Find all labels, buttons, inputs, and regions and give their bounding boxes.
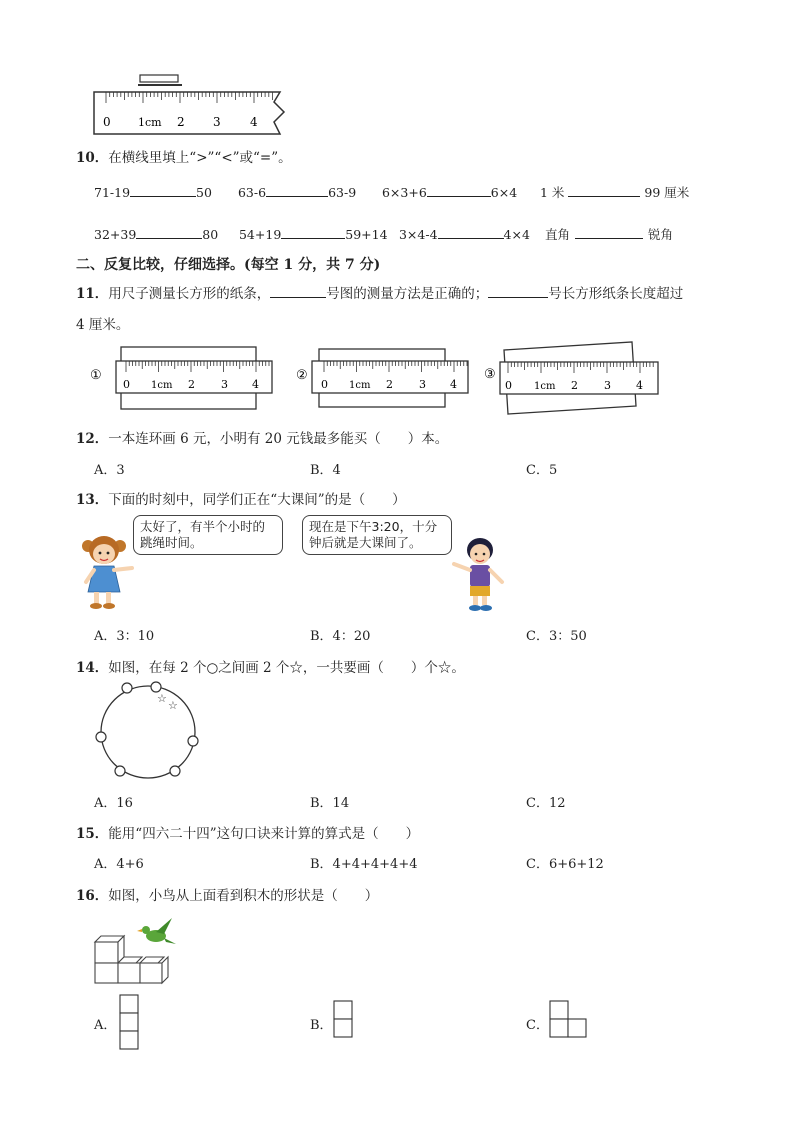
expr-left: 直角: [544, 227, 570, 242]
star-icon: ☆: [168, 699, 178, 712]
answer-blank[interactable]: [281, 224, 345, 239]
option-b[interactable]: B．4+4+4+4+4: [310, 857, 418, 872]
question-11: [76, 282, 683, 302]
option-c[interactable]: C．5: [526, 463, 558, 478]
question-14: [76, 656, 465, 676]
option-b[interactable]: B．14: [310, 796, 350, 811]
answer-blank[interactable]: [130, 182, 196, 197]
expr-left: 71-19: [94, 185, 131, 200]
ruler-label: 1cm: [138, 116, 162, 129]
expr-left: 6×3+6: [381, 185, 427, 200]
bubble-text: 现在是下午3:20，十分: [309, 519, 438, 534]
expr-right: 50: [196, 185, 212, 200]
top-ruler-figure: [90, 72, 290, 138]
expr-right: 6×4: [490, 185, 518, 200]
ruler-label: 3: [604, 379, 611, 392]
ruler-figure-2: [294, 344, 484, 412]
ruler-label: 1cm: [534, 381, 556, 392]
answer-blank[interactable]: [266, 182, 328, 197]
question-13: [76, 488, 406, 508]
speech-bubble-right: [302, 515, 452, 555]
option-c[interactable]: C．12: [526, 796, 566, 811]
question-text: 号图的测量方法是正确的；: [326, 286, 489, 302]
section-title: 二、反复比较，仔细选择。(每空 1 分，共 7 分): [76, 257, 381, 273]
ruler-label: 4: [252, 378, 259, 391]
question-10: [76, 146, 292, 166]
expr-right: 80: [202, 227, 219, 242]
question-text: 4 厘米。: [76, 317, 130, 333]
ruler-label: 4: [450, 378, 457, 391]
bubble-text: 钟后就是大课间了。: [309, 535, 422, 550]
figure-label: ①: [90, 368, 102, 383]
expr-right: 锐角: [647, 227, 673, 242]
question-text: 如图，在每 2 个○之间画 2 个☆，一共要画（ ）个☆。: [108, 660, 465, 676]
option-c[interactable]: C．6+6+12: [526, 857, 604, 872]
answer-blank[interactable]: [270, 283, 326, 298]
figure-label: ③: [484, 367, 496, 382]
question-text: 能用“四六二十四”这句口诀来计算的算式是（ ）: [108, 826, 420, 842]
question-number: 16．: [76, 888, 109, 904]
ruler-label: 0: [321, 378, 328, 391]
ruler-label: 2: [177, 115, 185, 129]
bird-icon: [137, 918, 176, 944]
question-text: 号长方形纸条长度超过: [548, 286, 684, 302]
question-number: 11．: [76, 286, 109, 302]
expr-right: 99 厘米: [644, 185, 690, 200]
expr-left: 63-6: [237, 185, 267, 200]
expr-left: 54+19: [238, 227, 282, 242]
small-circle: [96, 732, 106, 742]
answer-blank[interactable]: [575, 224, 643, 239]
boy-illustration: [446, 532, 510, 614]
option-a[interactable]: A．: [94, 1018, 117, 1033]
ruler-figure-1: [88, 344, 278, 412]
ruler-label: 3: [419, 378, 426, 391]
expr-right: 4×4: [503, 227, 530, 242]
ruler-label: 0: [505, 379, 512, 392]
q10-row-1: [94, 182, 689, 201]
answer-blank[interactable]: [568, 182, 640, 197]
option-a[interactable]: A．3: [94, 463, 125, 478]
expr-right: 59+14: [345, 227, 388, 242]
ruler-label: 2: [571, 379, 578, 392]
small-circle: [151, 682, 161, 692]
question-text: 一本连环画 6 元，小明有 20 元钱最多能买（ ）本。: [108, 431, 449, 447]
circle-ring-figure: [94, 680, 204, 784]
question-text: 在横线里填上“>”“<”或“=”。: [108, 150, 292, 166]
ruler-label: 2: [188, 378, 195, 391]
bubble-text: 跳绳时间。: [140, 535, 203, 550]
bubble-text: 太好了，有半个小时的: [140, 519, 266, 534]
option-b-shape[interactable]: [332, 1000, 354, 1040]
question-12: [76, 427, 448, 447]
answer-blank[interactable]: [488, 283, 548, 298]
expr-left: 3×4-4: [398, 227, 438, 242]
answer-blank[interactable]: [136, 224, 202, 239]
option-b[interactable]: B．4：20: [310, 629, 371, 644]
question-number: 14．: [76, 660, 109, 676]
question-number: 10．: [76, 150, 109, 166]
option-a-shape[interactable]: [118, 994, 140, 1050]
option-c[interactable]: C．3：50: [526, 629, 587, 644]
option-a[interactable]: A．3：10: [94, 629, 155, 644]
expr-left: 32+39: [94, 227, 137, 242]
ruler-label: 3: [213, 115, 221, 129]
ruler-label: 4: [636, 379, 643, 392]
option-a[interactable]: A．16: [94, 796, 133, 811]
question-text: 如图，小鸟从上面看到积木的形状是（ ）: [108, 888, 379, 904]
small-circle: [115, 766, 125, 776]
ruler-label: 3: [221, 378, 228, 391]
ruler-label: 0: [123, 378, 130, 391]
ruler-label: 2: [386, 378, 393, 391]
answer-blank[interactable]: [438, 224, 504, 239]
figure-label: ②: [296, 368, 308, 383]
small-circle: [188, 736, 198, 746]
option-b[interactable]: B．: [310, 1018, 333, 1033]
speech-bubble-left: [133, 515, 283, 555]
answer-blank[interactable]: [427, 182, 491, 197]
q10-row-2: [94, 224, 673, 243]
ruler-figure-3: [482, 338, 666, 416]
ruler-label: 1cm: [151, 380, 173, 391]
question-text: 下面的时刻中，同学们正在“大课间”的是（ ）: [108, 492, 406, 508]
ruler-label: 0: [103, 115, 111, 129]
question-number: 12．: [76, 431, 109, 447]
option-c-shape[interactable]: [548, 1000, 590, 1040]
expr-left: 1 米: [539, 185, 565, 200]
option-c[interactable]: C．: [526, 1018, 549, 1033]
small-circle: [122, 683, 132, 693]
expr-right: 63-9: [328, 185, 357, 200]
option-a[interactable]: A．4+6: [94, 857, 144, 872]
blocks-figure: [90, 914, 180, 986]
question-number: 15．: [76, 826, 109, 842]
question-15: [76, 822, 419, 842]
option-b[interactable]: B．4: [310, 463, 341, 478]
ruler-label: 4: [250, 115, 258, 129]
question-16: [76, 884, 378, 904]
star-icon: ☆: [157, 692, 167, 705]
girl-illustration: [78, 530, 140, 612]
question-number: 13．: [76, 492, 109, 508]
ruler-label: 1cm: [349, 380, 371, 391]
small-circle: [170, 766, 180, 776]
question-text: 用尺子测量长方形的纸条，: [108, 286, 271, 302]
